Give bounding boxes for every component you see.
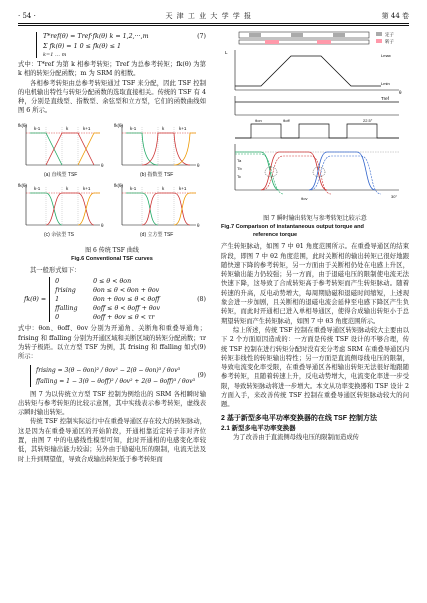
region-label: k+1 bbox=[83, 185, 91, 191]
torque-comparison-svg bbox=[221, 30, 409, 228]
figure-6-caption-en: Fig.6 Conventional TSF curves bbox=[71, 256, 153, 263]
inductance-plot bbox=[225, 50, 402, 95]
paragraph: 产生转矩脉动，如图 7 中 θ1 角度范围所示。在重叠导通区的结束阶段，即图 7 中 θ2 角度范围，此时关断相的输出转矩已很好地跟随快速下降的参考转矩，另一方面由于关断相仍处在电感上升区，转矩输出能力仍较强；另一方面，由于退磁电压的限制使电流无法快速下降，这导致了合成转矩高于参考转矩而产生转矩脉动。随着转速的升高，反电动势增大，每周期励磁和退磁时间缩短，上述现象会进一步加剧，且关断相的退磁电流会延伸至电感下降区产生负转矩，而此时开通相已进入单相导通区，使得合成输出转矩小于总期望转矩而产生转矩脉动，如图 7 中 θ3 角度范围所示。 bbox=[221, 243, 409, 325]
rotor-stator-strip bbox=[239, 31, 394, 45]
equation-sum-limits: k=1 … m bbox=[43, 52, 67, 58]
eq8-condition: θoff ≤ θ < θoff + θov bbox=[93, 305, 160, 313]
header-rule bbox=[18, 23, 409, 24]
svg-text:θoff: θoff bbox=[283, 118, 290, 123]
eq9-rising: frising = 3(θ − θon)² / θov² − 2(θ − θon)³ / θov³ bbox=[36, 366, 180, 374]
legend-rotor: 转子 bbox=[385, 39, 394, 44]
paragraph: 式中：T*ref 为第 k 相参考转矩；Tref 为总参考转矩；fk(θ) 为第 k 相的转矩分配函数；m 为 SRM 的相数。 bbox=[18, 61, 206, 78]
right-column bbox=[221, 30, 409, 442]
svg-text:22.5°: 22.5° bbox=[363, 118, 373, 123]
phase-torque-plot bbox=[235, 144, 399, 201]
eq8-condition: θoff + θov ≤ θ < τr bbox=[93, 314, 155, 322]
svg-text:Lmin: Lmin bbox=[381, 81, 390, 86]
region-label: k bbox=[162, 125, 165, 131]
eq8-value: ffalling bbox=[55, 305, 78, 313]
region-label: k-1 bbox=[34, 185, 41, 191]
region-label: k bbox=[66, 125, 69, 131]
x-axis-label: θ bbox=[101, 222, 104, 228]
left-column bbox=[18, 30, 206, 464]
region-label: k-1 bbox=[34, 125, 41, 131]
region-label: k+1 bbox=[83, 125, 91, 131]
tsf-panel-exponential bbox=[122, 125, 196, 165]
svg-text:θon: θon bbox=[255, 118, 262, 123]
paragraph: 综上所述，传统 TSF 控制在重叠导通区转矩脉动较大主要由以下 2 个方面原因造成的：一方面是传统 TSF 设计的不够合理，传统 TSF 控制在进行转矩分配时没有充分考虑 SRM 在重叠导通区内转矩非线性的转矩输出特性；另一方面是直流侧母线电压的限制，导致电流变化率受限，在重叠导通区各相输出转矩无法很好地跟随参考转矩，且随着转速上升，反电动势增大，电流变化率进一步受限，导致转矩脉动将进一步增大。本文从功率变换器和 TSF 设计 2 方面入手，来改善传统 TSF 控制在重叠导通区转矩脉动较大的问题。 bbox=[221, 326, 409, 409]
paragraph: 为了改善由于直流侧母线电压的限制而造成传 bbox=[233, 433, 359, 441]
equation-line: T*ref(θ) = Tref·fk(θ) k = 1,2,···,m bbox=[43, 33, 149, 40]
figure-7-caption-en: Fig.7 Comparison of instantaneous output torque and bbox=[221, 224, 364, 231]
svg-text:30°: 30° bbox=[391, 194, 398, 199]
panel-caption: (c) 余弦型 TS bbox=[44, 231, 74, 238]
region-label: k bbox=[162, 185, 165, 191]
svg-text:Tc: Tc bbox=[237, 174, 241, 179]
y-axis-label: fk(θ) bbox=[18, 122, 27, 128]
phase-pulse-plot bbox=[235, 118, 399, 138]
eq8-value: 0 bbox=[55, 314, 60, 322]
figure-7-caption-en-2: reference torque bbox=[253, 232, 298, 239]
equation-9 bbox=[30, 365, 206, 387]
section-heading: 2 基于新型多电平功率变换器的在线 TSF 控制方法 bbox=[221, 414, 377, 422]
eq8-value: frising bbox=[55, 287, 76, 295]
figure-6-caption: 图 6 传统 TSF 曲线 bbox=[85, 247, 139, 255]
figure-7-caption: 图 7 瞬时输出转矩与参考转矩比较示意 bbox=[263, 215, 367, 223]
eq8-condition: θon + θov ≤ θ < θoff bbox=[93, 296, 160, 304]
y-axis-label: fk(θ) bbox=[18, 182, 27, 188]
equation-8 bbox=[24, 277, 206, 322]
paragraph: 传统 TSF 控制实际运行中在重叠导通区存在较大的转矩脉动，这是因为在重叠导通区的开始阶段，开通相靠近定转子非对齐位置，由图 7 中的电感线性模型可知，此时开通相的电感变化率较低，其转矩输出能力较弱；另外由于励磁电压的限制，电流无法及时上升到期望值，导致合成输出转矩低于参考转矩而 bbox=[18, 418, 206, 463]
legend-stator: 定子 bbox=[385, 32, 394, 37]
subsection-heading: 2.1 新型多电平功率变换器 bbox=[221, 424, 296, 432]
eq8-condition: θon ≤ θ < θon + θov bbox=[93, 287, 160, 295]
region-label: k-1 bbox=[130, 125, 137, 131]
svg-text:Lmax: Lmax bbox=[381, 53, 391, 58]
y-axis-label: fk(θ) bbox=[114, 122, 123, 128]
tsf-panel-cosine bbox=[26, 185, 100, 225]
y-axis-label: fk(θ) bbox=[114, 182, 123, 188]
tsf-panel-linear bbox=[26, 125, 100, 165]
running-header bbox=[18, 10, 409, 22]
equation-number: (7) bbox=[197, 33, 206, 40]
equation-7 bbox=[36, 32, 206, 58]
panel-caption: (d) 立方型 TSF bbox=[140, 231, 174, 238]
equation-line: Σ fk(θ) = 1 0 ≤ fk(θ) ≤ 1 bbox=[43, 43, 122, 50]
tsf-curves-svg bbox=[18, 119, 206, 244]
region-label: k-1 bbox=[130, 185, 137, 191]
svg-text:Tb: Tb bbox=[237, 166, 242, 171]
figure-7 bbox=[221, 30, 409, 239]
paragraph: 式中：θon、θoff、θov 分别为开通角、关断角和重叠导通角；frising 和 ffalling 分别为开通区域和关断区域的转矩分配函数；τr 为转子极距。以立方型 TSF 为例，其 frising 和 ffalling 如式(9)所示： bbox=[18, 325, 206, 361]
eq9-falling: ffalling = 1 − 3(θ − θoff)² / θov² + 2(θ − θoff)³ / θov³ bbox=[36, 377, 196, 385]
x-axis-label: θ bbox=[101, 162, 104, 168]
svg-text:L: L bbox=[225, 50, 228, 55]
page-number: · 54 · bbox=[18, 12, 36, 20]
paragraph: 图 7 为以传统立方型 TSF 控制为例绘出的 SRM 各相瞬时输出转矩与参考转矩的比较示意图，其中实线表示参考转矩，虚线表示瞬时输出转矩。 bbox=[18, 390, 206, 417]
paragraph: 其一般形式如下： bbox=[30, 267, 81, 275]
reference-torque-plot bbox=[235, 96, 399, 115]
paragraph: 各相参考转矩由总参考转矩通过 TSF 来分配，因此 TSF 控制的电机输出特性与转矩分配函数的选取直接相关。传统的 TSF 有 4 种，分别是直线型、指数型、余弦型和立方型，它们的函数曲线如图 6 所示。 bbox=[18, 79, 206, 115]
tsf-panel-cubic bbox=[122, 185, 196, 225]
x-axis-label: θ bbox=[197, 222, 200, 228]
svg-text:Ta: Ta bbox=[237, 158, 242, 163]
eq8-value: 0 bbox=[55, 278, 60, 286]
panel-caption: (b) 指数型 TSF bbox=[140, 171, 174, 178]
svg-text:Tref: Tref bbox=[381, 96, 389, 101]
equation-number: (8) bbox=[197, 296, 206, 304]
eq8-condition: 0 ≤ θ < θon bbox=[93, 278, 132, 286]
equation-lhs: fk(θ) = bbox=[24, 296, 47, 304]
region-label: k+1 bbox=[179, 125, 187, 131]
panel-caption: (a) 直线型 TSF bbox=[44, 171, 78, 178]
journal-title: 天 津 工 业 大 学 学 报 bbox=[165, 12, 253, 20]
svg-text:θov: θov bbox=[301, 196, 308, 201]
region-label: k bbox=[66, 185, 69, 191]
volume-number: 第 44 卷 bbox=[381, 12, 409, 20]
region-label: k+1 bbox=[179, 185, 187, 191]
x-axis-label: θ bbox=[197, 162, 200, 168]
equation-number: (9) bbox=[197, 372, 206, 380]
svg-text:θ: θ bbox=[399, 90, 402, 95]
eq8-value: 1 bbox=[55, 296, 60, 304]
figure-6 bbox=[18, 119, 206, 263]
header-rule-thin bbox=[18, 25, 409, 26]
